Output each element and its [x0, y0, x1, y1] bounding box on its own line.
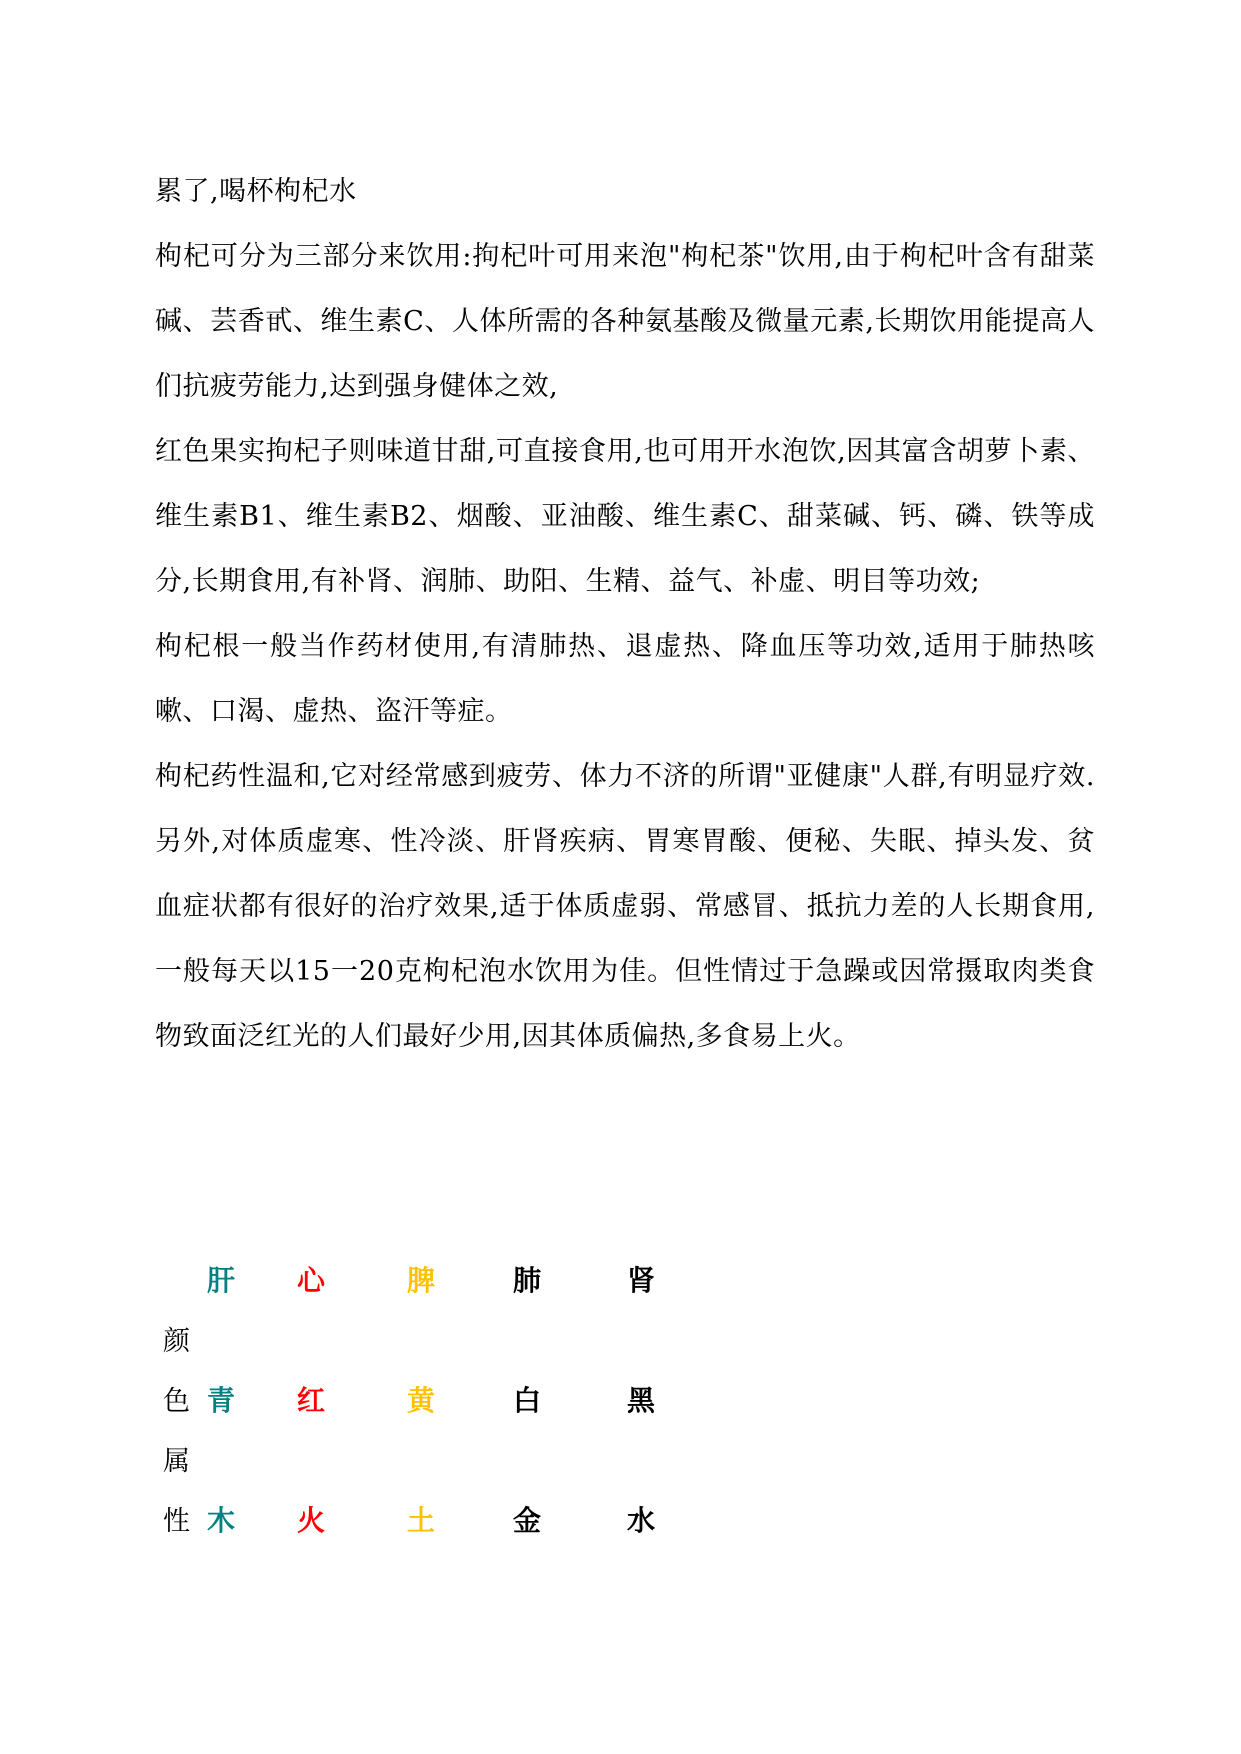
paragraph-properties: 枸杞药性温和,它对经常感到疲劳、体力不济的所谓"亚健康"人群,有明显疗效.另外,对体质虚寒、性冷淡、肝肾疾病、胃寒胃酸、便秘、失眠、掉头发、贫血症状都有很好的治疗效果,适于体质虚弱、常感冒、抵抗力差的人长期食用,一般每天以15一20克枸杞泡水饮用为佳。但性情过于急躁或因常摄取肉类食物致面泛红光的人们最好少用,因其体质偏热,多食易上火。 — [155, 761, 1095, 1052]
paragraph-root: 枸杞根一般当作药材使用,有清肺热、退虚热、降血压等功效,适用于肺热咳嗽、口渴、虚热、盗汗等症。 — [155, 631, 1095, 727]
organ-cell: 心 — [297, 1264, 326, 1297]
element-cell: 金 — [513, 1504, 542, 1537]
color-cell: 黑 — [627, 1384, 656, 1417]
organ-cell: 肺 — [513, 1264, 542, 1297]
element-cell: 土 — [407, 1504, 436, 1537]
color-cell: 青 — [207, 1384, 236, 1417]
row-label-xing: 性 — [163, 1506, 190, 1537]
organ-cell: 肾 — [627, 1264, 656, 1297]
color-cell: 黄 — [407, 1384, 436, 1417]
element-cell: 水 — [627, 1504, 656, 1537]
row-label-shu: 属 — [163, 1446, 190, 1477]
element-cell: 木 — [207, 1504, 236, 1537]
row-label-yan: 颜 — [163, 1326, 190, 1357]
article-title: 累了,喝杯枸杞水 — [155, 176, 357, 207]
paragraph-berry: 红色果实拘杞子则味道甘甜,可直接食用,也可用开水泡饮,因其富含胡萝卜素、维生素B1、维生素B2、烟酸、亚油酸、维生素C、甜菜碱、钙、磷、铁等成分,长期食用,有补肾、润肺、助阳、生精、益气、补虚、明目等功效; — [155, 436, 1095, 597]
color-cell: 白 — [513, 1384, 542, 1417]
article-body — [155, 159, 1095, 1069]
organ-cell: 脾 — [407, 1264, 436, 1297]
element-cell: 火 — [297, 1504, 326, 1537]
paragraph-leaf-tea: 枸杞可分为三部分来饮用:拘杞叶可用来泡"枸杞茶"饮用,由于枸杞叶含有甜菜碱、芸香甙、维生素C、人体所需的各种氨基酸及微量元素,长期饮用能提高人们抗疲劳能力,达到强身健体之效, — [155, 241, 1095, 402]
five-elements-table — [155, 1259, 855, 1599]
organ-cell: 肝 — [207, 1264, 236, 1297]
row-label-se: 色 — [163, 1386, 190, 1417]
color-cell: 红 — [297, 1384, 326, 1417]
